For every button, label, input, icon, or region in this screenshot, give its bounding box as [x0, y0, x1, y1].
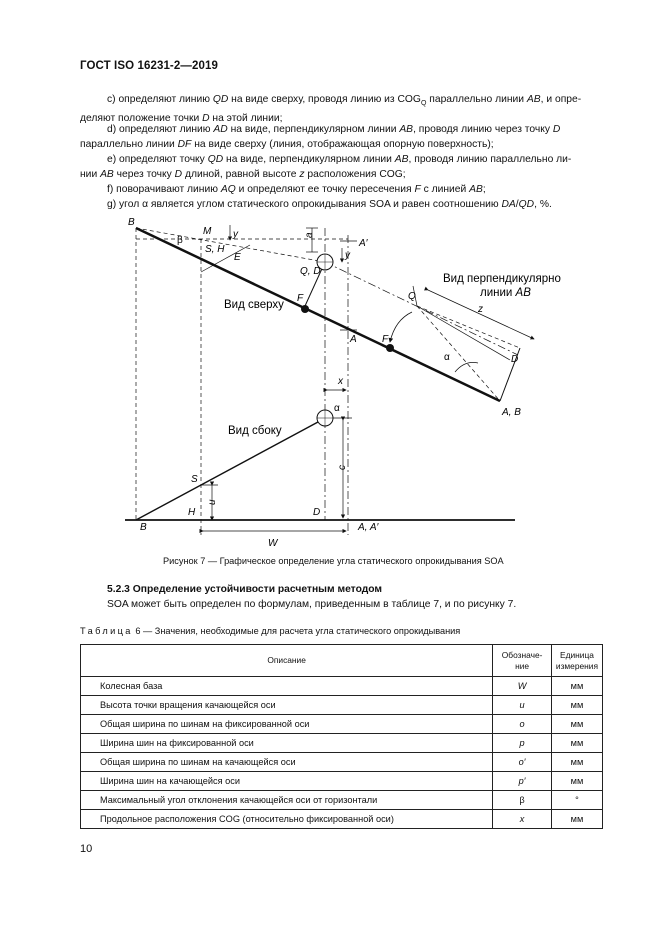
document-header: ГОСТ ISO 16231-2—2019 [80, 60, 218, 72]
header-unit: Единица измерения [551, 645, 602, 677]
label-qd-point: Q, D [300, 266, 321, 277]
label-w: W [268, 538, 278, 549]
table-row: Колесная база W мм [81, 677, 603, 696]
label-view-top: Вид сверху [224, 299, 284, 311]
page-number: 10 [80, 843, 93, 855]
figure-caption: Рисунок 7 — Графическое определение угла статического опрокидывания SOA [163, 556, 504, 566]
label-d-right: D [511, 354, 519, 365]
line-ab-top-view [136, 228, 500, 401]
table-row: Максимальный угол отклонения качающейся оси от горизонтали β ° [81, 791, 603, 810]
values-table [80, 644, 603, 829]
label-sh: S, H [205, 244, 225, 255]
step-e: e) определяют точку QD на виде, перпендикулярном линии AB, проводя линию параллельно ли- нии AB через точку D длиной, равной высоте z расположения COG; [80, 154, 572, 180]
label-z: z [478, 304, 483, 315]
label-beta: β [177, 235, 183, 246]
label-y1: y [233, 229, 238, 240]
label-view-side: Вид сбоку [228, 425, 282, 437]
label-f-mid: F [382, 334, 389, 345]
label-view-perp-1: Вид перпендикулярно [443, 273, 561, 285]
line-side-view [136, 422, 321, 520]
label-view-perp-2: линии AB [480, 287, 531, 299]
label-alpha-side: α [334, 403, 340, 414]
label-alpha-mid: α [444, 352, 450, 363]
label-y2: y [345, 250, 350, 261]
table-header-row [81, 645, 603, 677]
table-caption: Таблица 6 — Значения, необходимые для расчета угла статического опрокидывания [80, 626, 461, 636]
header-symbol: Обозначе- ние [493, 645, 552, 677]
label-b-top: B [128, 217, 135, 228]
table-row: Общая ширина по шинам на фиксированной оси o мм [81, 715, 603, 734]
table-row: Общая ширина по шинам на качающейся оси o′ мм [81, 753, 603, 772]
table-row: Ширина шин на фиксированной оси p мм [81, 734, 603, 753]
step-g: g) угол α является углом статического опрокидывания SOA и равен соотношению DA/QD, %. [107, 199, 552, 210]
label-e: E [234, 252, 241, 263]
label-c: c [337, 465, 348, 470]
label-q: Q [408, 291, 416, 302]
label-u: u [207, 499, 218, 505]
label-m: M [203, 226, 212, 237]
table-row: Высота точки вращения качающейся оси u мм [81, 696, 603, 715]
label-a-prime-top: A′ [359, 238, 368, 249]
step-d: d) определяют линию AD на виде, перпендикулярном линии AB, проводя линию через точку D параллельно линии DF на виде сверху (линия, отображающая опорную поверхность); [80, 124, 561, 150]
step-c: c) определяют линию QD на виде сверху, проводя линию из $COG_Q$ параллельно линии AB, и опре- деляют положение точки D на этой линии; [80, 94, 582, 125]
table-row: Ширина шин на качающейся оси p′ мм [81, 772, 603, 791]
label-f-top: F [297, 293, 304, 304]
section-text: SOA может быть определен по формулам, приведенным в таблице 7, и по рисунку 7. [107, 599, 517, 610]
table-row: Продольное расположения COG (относительно фиксированной оси) x мм [81, 810, 603, 829]
label-b-bottom: B [140, 522, 147, 533]
label-x: x [338, 376, 343, 387]
label-h: H [188, 507, 196, 518]
step-f: f) поворачивают линию AQ и определяют ее точку пересечения F с линией AB; [107, 184, 486, 195]
header-description: Описание [81, 645, 493, 677]
label-ab-right: A, B [502, 407, 521, 418]
label-a-mid: A [350, 334, 357, 345]
section-title: 5.2.3 Определение устойчивости расчетным методом [107, 584, 383, 595]
label-a: a [304, 232, 315, 238]
label-d-bottom: D [313, 507, 321, 518]
label-s: S [191, 474, 198, 485]
label-aa-bottom: A, A′ [358, 522, 379, 533]
